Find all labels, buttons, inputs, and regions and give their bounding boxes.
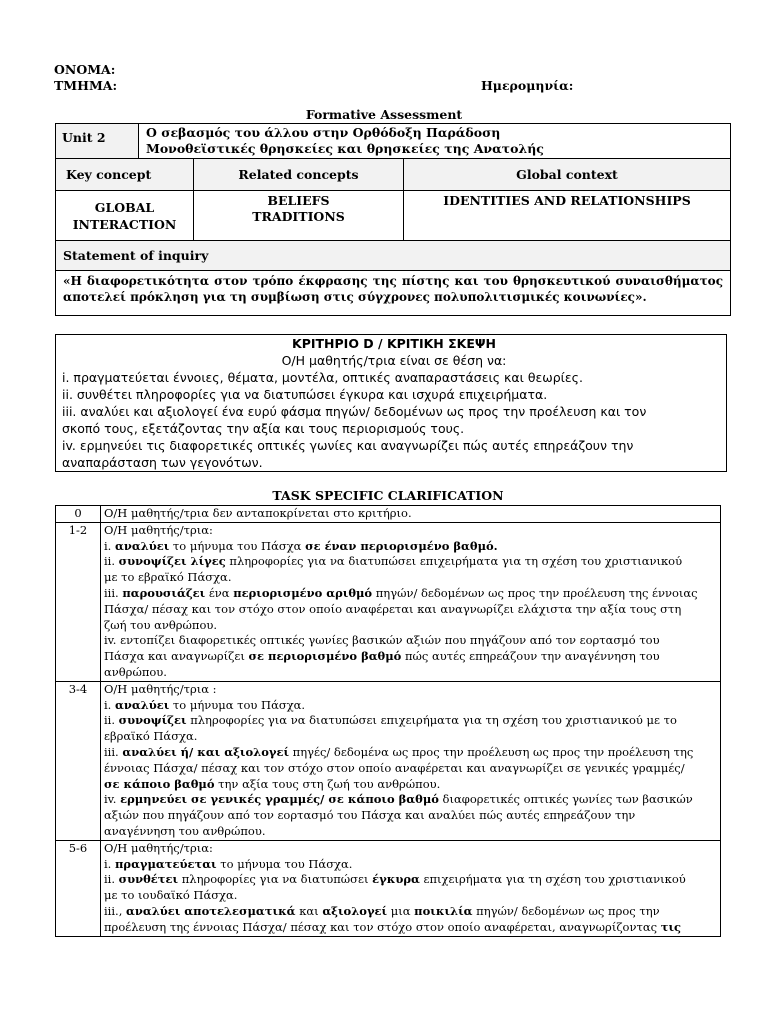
level-cell: 5-6: [56, 840, 101, 936]
descriptor-line: αναγέννηση του ανθρώπου.: [104, 823, 266, 838]
table-row: [56, 506, 721, 523]
text-run: συνθέτει: [118, 872, 179, 887]
text-run: ii.: [104, 872, 119, 887]
descriptor-line: [104, 904, 720, 920]
tsc-table: [55, 505, 721, 937]
descriptor-line: [104, 698, 720, 714]
criterion-item-iii-2: σκοπό τους, εξετάζοντας την αξία και τους περιορισμούς τους.: [62, 421, 465, 436]
text-run: έγκυρα: [372, 872, 420, 887]
text-run: συνοψίζει: [118, 713, 187, 728]
inquiry-line-1: «Η διαφορετικότητα στον τρόπο έκφρασης της πίστης και του θρησκευτικού συναισθήματος: [63, 274, 723, 288]
text-run: διαφορετικές οπτικές γωνίες των βασικών: [438, 792, 693, 807]
text-run: και: [295, 903, 323, 918]
text-run: επιχειρήματα για τη σχέση του χριστιανικού: [419, 872, 686, 887]
tsc-title: TASK SPECIFIC CLARIFICATION: [272, 488, 504, 503]
unit-label: Unit 2: [56, 124, 139, 159]
descriptor-intro: Ο/Η μαθητής/τρια:: [104, 522, 213, 537]
descriptor-line: [104, 792, 720, 808]
descriptor-line: έννοιας Πάσχα/ πέσαχ και τον στόχο στον οποίο αναφέρεται και αναγνωρίζει σε γενικές γραμμές/: [104, 760, 685, 775]
unit-table: [55, 123, 731, 159]
text-run: μια: [387, 903, 415, 918]
descriptor-line: αξιών που πηγάζουν από τον εορτασμό του Πάσχα και αναλύει πώς αυτές επηρεάζουν την: [104, 808, 636, 823]
text-run: το μήνυμα του Πάσχα: [169, 538, 306, 553]
text-run: τις: [660, 919, 682, 934]
text-run: πληροφορίες για να διατυπώσει: [178, 872, 373, 887]
descriptor-line: [104, 920, 720, 936]
text-run: iii.: [104, 744, 123, 759]
descriptor-line: [104, 745, 720, 761]
criterion-item-iii-1: iii. αναλύει και αξιολογεί ένα ευρύ φάσμα πηγών/ δεδομένων ως προς την προέλευση και τον: [62, 404, 647, 419]
descriptor-line: με το ιουδαϊκό Πάσχα.: [104, 888, 238, 903]
key-concept-header: Key concept: [56, 159, 194, 191]
global-context-value: IDENTITIES AND RELATIONSHIPS: [404, 191, 731, 241]
text-run: iii.: [104, 585, 123, 600]
descriptor-cell: Ο/Η μαθητής/τρια δεν ανταποκρίνεται στο κριτήριο.: [101, 506, 721, 523]
inquiry-line-2: αποτελεί πρόκληση για τη συμβίωση στις σύγχρονες πολυπολιτισμικές κοινωνίες».: [63, 290, 647, 304]
text-run: σε έναν περιορισμένο βαθμό.: [305, 538, 498, 553]
page-title: Formative Assessment: [305, 107, 463, 122]
text-run: παρουσιάζει: [122, 585, 206, 600]
table-row: [56, 681, 721, 840]
text-run: συνοψίζει λίγες: [118, 554, 226, 569]
text-run: το μήνυμα του Πάσχα.: [216, 856, 353, 871]
statement-of-inquiry-text: [56, 271, 731, 316]
text-run: iv.: [104, 792, 121, 807]
text-run: σε κάποιο βαθμό: [104, 776, 215, 791]
descriptor-line: [104, 857, 720, 873]
descriptor-cell: [101, 840, 721, 936]
concepts-table: [55, 158, 731, 316]
criterion-item-iv-1: iv. ερμηνεύει τις διαφορετικές οπτικές γωνίες και αναγνωρίζει πώς αυτές επηρεάζουν την: [62, 438, 634, 453]
descriptor-intro: Ο/Η μαθητής/τρια:: [104, 840, 213, 855]
descriptor-line: [104, 777, 720, 793]
unit-title: [139, 124, 731, 159]
descriptor-line: [104, 539, 720, 555]
text-run: πηγών/ δεδομένων ως προς την: [472, 903, 660, 918]
table-row: [56, 522, 721, 681]
related-concepts-header: Related concepts: [194, 159, 404, 191]
text-run: i.: [104, 697, 115, 712]
descriptor-line: [104, 554, 720, 570]
text-run: αναλύει: [115, 697, 170, 712]
descriptor-cell: [101, 522, 721, 681]
descriptor-line: με το εβραϊκό Πάσχα.: [104, 570, 232, 585]
level-cell: 3-4: [56, 681, 101, 840]
text-run: το μήνυμα του Πάσχα.: [169, 697, 306, 712]
text-run: ποικιλία: [414, 903, 473, 918]
criterion-box: [55, 334, 727, 472]
text-run: πηγών/ δεδομένων ως προς την προέλευση της έννοιας: [372, 585, 698, 600]
text-run: iii.,: [104, 903, 127, 918]
related-concepts-value-1: BELIEFS: [267, 193, 330, 208]
text-run: πώς αυτές επηρεάζουν την αναγέννηση του: [401, 649, 660, 664]
text-run: αναλύει: [115, 538, 170, 553]
text-run: ένα: [205, 585, 234, 600]
descriptor-line: Πάσχα/ πέσαχ και τον στόχο στον οποίο αναφέρεται και αναγνωρίζει ελάχιστα την αξία τους στη: [104, 601, 682, 616]
descriptor-line: [104, 872, 720, 888]
text-run: αναλύει αποτελεσματικά: [126, 903, 296, 918]
criterion-item-ii: ii. συνθέτει πληροφορίες για να διατυπώσει έγκυρα και ισχυρά επιχειρήματα.: [62, 387, 548, 402]
criterion-item-i: i. πραγματεύεται έννοιες, θέματα, μοντέλα, οπτικές αναπαραστάσεις και θεωρίες.: [62, 370, 583, 385]
text-run: σε περιορισμένο βαθμό: [248, 649, 402, 664]
table-row: [56, 840, 721, 936]
descriptor-line: [104, 713, 720, 729]
text-run: την αξία τους στη ζωή του ανθρώπου.: [214, 776, 441, 791]
statement-of-inquiry-label: Statement of inquiry: [56, 241, 731, 271]
key-concept-value-1: GLOBAL: [94, 200, 155, 215]
descriptor-line: [104, 649, 720, 665]
criterion-item-iv-2: αναπαράσταση των γεγονότων.: [62, 455, 263, 470]
descriptor-line: εβραϊκό Πάσχα.: [104, 729, 198, 744]
key-concept-value: [56, 191, 194, 241]
text-run: i.: [104, 538, 115, 553]
text-run: πληροφορίες για να διατυπώσει επιχειρήματα για τη σχέση του χριστιανικού: [225, 554, 683, 569]
related-concepts-value-2: TRADITIONS: [252, 209, 345, 224]
text-run: πληροφορίες για να διατυπώσει επιχειρήματα για τη σχέση του χριστιανικού με το: [186, 713, 677, 728]
related-concepts-value: [194, 191, 404, 241]
name-label: ΟΝΟΜΑ:: [54, 62, 116, 77]
class-label: ΤΜΗΜΑ:: [54, 78, 118, 93]
level-cell: 0: [56, 506, 101, 523]
descriptor-intro: Ο/Η μαθητής/τρια :: [104, 681, 217, 696]
text-run: αξιολογεί: [322, 903, 388, 918]
text-run: ii.: [104, 713, 119, 728]
text-run: i.: [104, 856, 115, 871]
global-context-header: Global context: [404, 159, 731, 191]
descriptor-line: [104, 586, 720, 602]
text-run: ερμηνεύει σε γενικές γραμμές/ σε κάποιο βαθμό: [120, 792, 439, 807]
text-run: ii.: [104, 554, 119, 569]
level-cell: 1-2: [56, 522, 101, 681]
text-run: περιορισμένο αριθμό: [233, 585, 373, 600]
text-run: αναλύει ή/ και αξιολογεί: [122, 744, 290, 759]
text-run: Πάσχα και αναγνωρίζει: [104, 649, 249, 664]
text-run: προέλευση της έννοιας Πάσχα/ πέσαχ και τον στόχο στον οποίο αναφέρεται, αναγνωρίζοντας: [104, 919, 661, 934]
criterion-intro: Ο/Η μαθητής/τρια είναι σε θέση να:: [281, 353, 507, 368]
descriptor-line: iv. εντοπίζει διαφορετικές οπτικές γωνίες βασικών αξιών που πηγάζουν από τον εορτασμό του: [104, 633, 660, 648]
text-run: πηγές/ δεδομένα ως προς την προέλευση ως προς την προέλευση της: [289, 744, 694, 759]
text-run: πραγματεύεται: [115, 856, 217, 871]
descriptor-line: ζωή του ανθρώπου.: [104, 617, 218, 632]
unit-title-line-2: Μονοθεϊστικές θρησκείες και θρησκείες της Ανατολής: [146, 141, 544, 156]
date-label: Ημερομηνία:: [481, 78, 574, 93]
descriptor-line: ανθρώπου.: [104, 664, 167, 679]
unit-title-line-1: Ο σεβασμός του άλλου στην Ορθόδοξη Παράδοση: [146, 125, 501, 140]
key-concept-value-2: INTERACTION: [72, 217, 177, 232]
descriptor-cell: [101, 681, 721, 840]
criterion-title: ΚΡΙΤΗΡΙΟ D / ΚΡΙΤΙΚΗ ΣΚΕΨΗ: [292, 336, 496, 351]
